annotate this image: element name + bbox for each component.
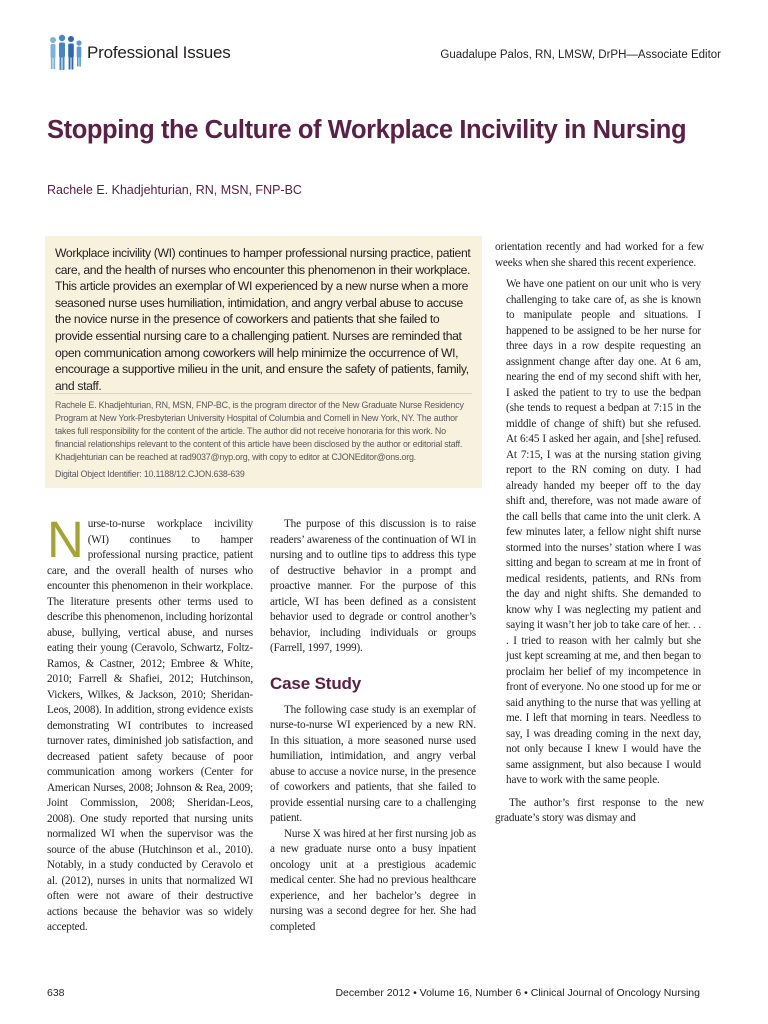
block-quote: We have one patient on our unit who is very challenging to take care of, as she is known to manipulate people and situations. I happened to be assigned to be her nurse for three days in a row despite requesting an assignment change after day one. At 6 am, nearing the end of my second shift with her, I asked the patient to try to use the bedpan (she tends to request a bedpan at 7:15 in the middle of change of shift) but she refused. At 6:45 I asked her again, and [she] refused. At 7:15, I was at the nursing station giving report to the RN coming on duty. I had already handed my beeper off to the day shift and, therefore, was not made aware of the call bells that came into the unit clerk. A few minutes later, a fellow night shift nurse stormed into the nurses’ station where I was sitting and began to scream at me in front of medical residents, patients, and RNs from the day and night shifts. She demanded to know why I was neglecting my patient and saying it wasn’t her job to take care of her. . . . I tried to reason with her calmly but she just kept screaming at me, and then began to proclaim her belief of my incompetence in front of everyone. No one stood up for me or said anything to the nurse that was yelling at me. I left that morning in tears. Needless to say, I was dreading coming in the next day, not only because I knew I would have the same assignment, but also because I would have to work with the same people. bbox=[506, 278, 701, 786]
doi: Digital Object Identifier: 10.1188/12.CJON.638-639 bbox=[55, 469, 245, 479]
drop-cap: N bbox=[47, 511, 84, 568]
body-paragraph: Nurse X was hired at her first nursing job as a new graduate nurse onto a busy inpatient oncology unit at a prestigious academic medical center. She had no previous healthcare experience, and her bachelor’s degree in nursing was a second degree for her. She had completed bbox=[270, 827, 476, 933]
body-column-3 bbox=[495, 240, 704, 827]
article-title: Stopping the Culture of Workplace Incivility in Nursing bbox=[47, 116, 687, 144]
body-paragraph: orientation recently and had worked for a few weeks when she shared this recent experience. bbox=[495, 241, 704, 269]
associate-editor: Guadalupe Palos, RN, LMSW, DrPH—Associate Editor bbox=[440, 49, 721, 61]
body-column-1 bbox=[47, 511, 253, 936]
people-figures-icon bbox=[48, 34, 84, 72]
journal-citation: December 2012 • Volume 16, Number 6 • Clinical Journal of Oncology Nursing bbox=[335, 987, 700, 999]
body-column-2 bbox=[270, 517, 476, 935]
body-paragraph: The purpose of this discussion is to raise readers’ awareness of the continuation of WI in nursing and to outline tips to address this type of destructive behavior in a prompt and proactive manner. For the purpose of this article, WI has been defined as a consistent behavior used to degrade or control another’s behavior, including individuals or groups (Farrell, 1997, 1999). bbox=[270, 518, 476, 654]
body-paragraph: urse-to-nurse workplace incivility (WI) continues to hamper professional nursing practice, patient care, and the overall health of nurses who encounter this phenomenon in their workplace. The literature presents other terms used to describe this phenomenon, including horizontal abuse, bullying, vertical abuse, and nurses eating their young (Ceravolo, Schwartz, Foltz-Ramos, & Castner, 2012; Embree & White, 2010; Farrell & Shafiei, 2012; Hutchinson, Vickers, Wilkes, & Jackson, 2010; Sheridan-Leos, 2008). In addition, strong evidence exists demonstrating WI contributes to increased turnover rates, diminished job satisfaction, and decreased patient safety because of poor communication among workers (Center for American Nurses, 2008; Johnson & Rea, 2009; Joint Commission, 2008; Sheridan-Leos, 2008). One study reported that nursing units normalized WI when the supervisor was the source of the abuse (Hutchinson et al., 2010). Notably, in a study conducted by Ceravolo et al. (2012), nurses in units that normalized WI often were not aware of their destructive actions because the behavior was so widely accepted. bbox=[47, 518, 253, 933]
abstract-divider bbox=[55, 393, 472, 394]
abstract-text: Workplace incivility (WI) continues to hamper professional nursing practice, patient care, and the health of nurses who encounter this phenomenon in their workplace. This article provides an exemplar of WI experienced by a new nurse when a more seasoned nurse uses humiliation, intimidation, and angry verbal abuse to accuse the novice nurse in the presence of coworkers and patients that she failed to provide essential nursing care to a challenging patient. Nurses are reminded that open communication among coworkers will help minimize the occurrence of WI, encourage a supportive milieu in the unit, and ensure the safety of patients, family, and staff. bbox=[55, 246, 471, 393]
article-author: Rachele E. Khadjehturian, RN, MSN, FNP-BC bbox=[47, 183, 302, 197]
body-paragraph: The author’s first response to the new graduate’s story was dismay and bbox=[495, 796, 704, 824]
page-number: 638 bbox=[47, 987, 65, 999]
section-label: Professional Issues bbox=[87, 43, 231, 62]
body-paragraph: The following case study is an exemplar of nurse-to-nurse WI experienced by a new RN. In this situation, a more seasoned nurse used humiliation, intimidation, and angry verbal abuse to accuse a novice nurse, in the presence of coworkers and patients, that she failed to provide essential nursing care to a challenging patient. bbox=[270, 703, 476, 824]
abstract-box bbox=[45, 236, 482, 488]
author-note: Rachele E. Khadjehturian, RN, MSN, FNP-BC, is the program director of the New Graduate Nurse Residency Program at New York-Presbyterian University Hospital of Columbia and Cornell in New York, NY. The author takes full responsibility for the content of the article. The author did not receive honoraria for this work. No financial relationships relevant to the content of this article have been disclosed by the author or editorial staff. Khadjehturian can be reached at rad9037@nyp.org, with copy to editor at CJONEditor@ons.org. bbox=[55, 400, 464, 462]
section-heading: Case Study bbox=[270, 673, 362, 693]
